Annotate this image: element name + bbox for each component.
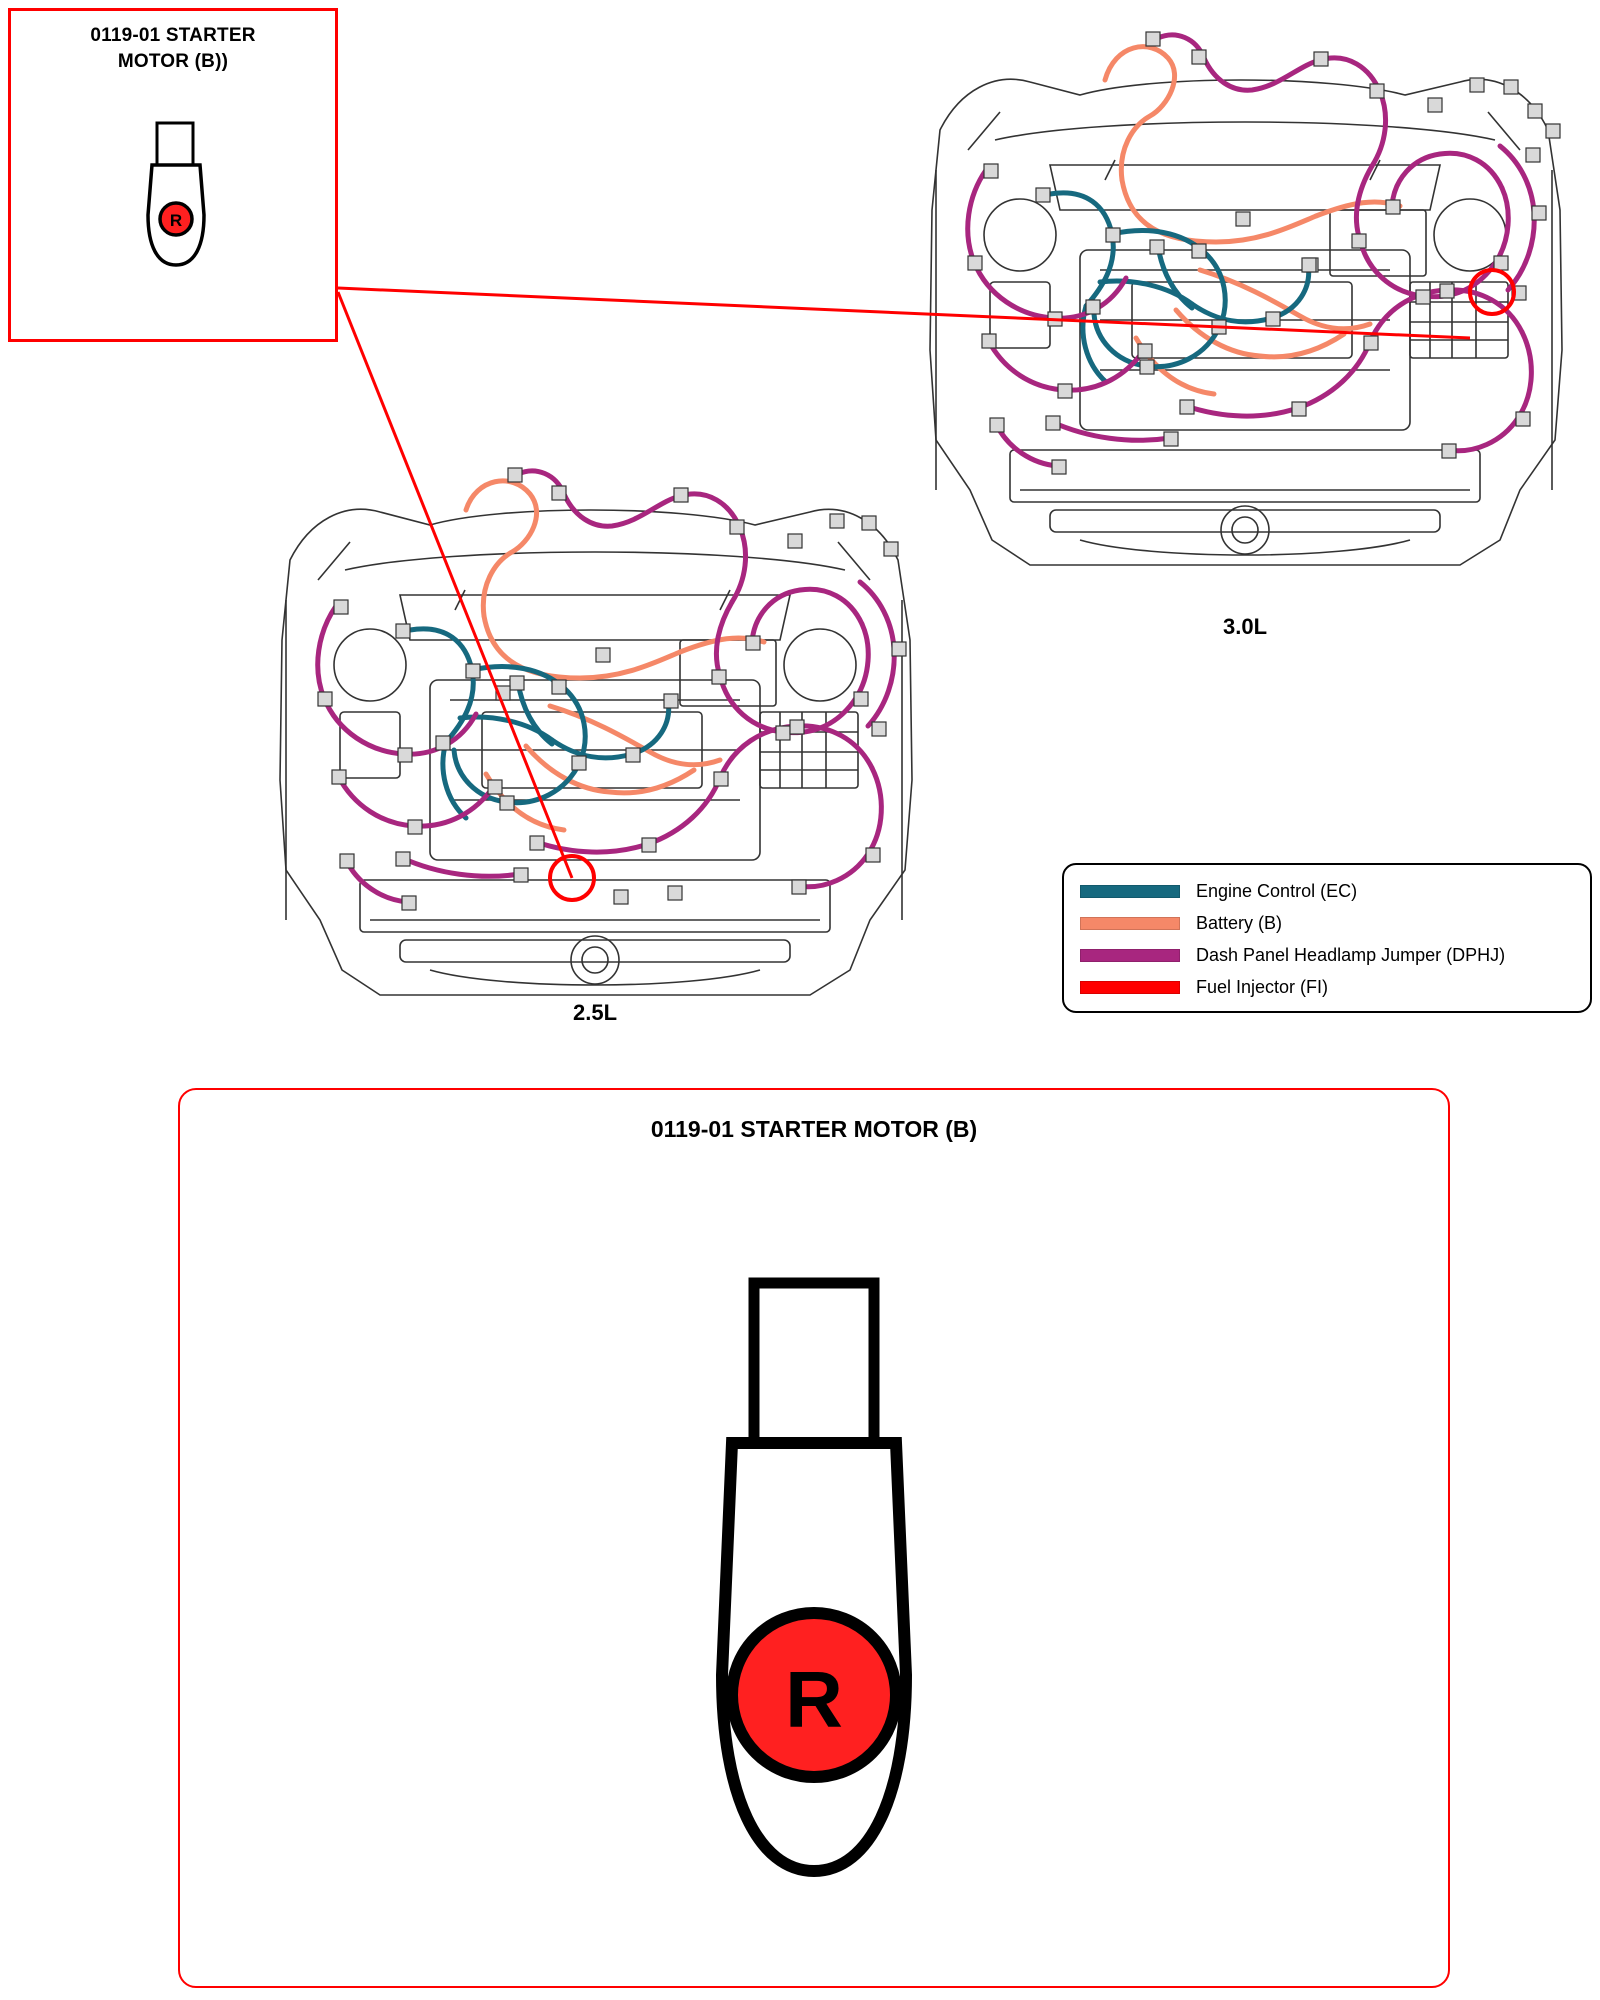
legend-label-engine-control: Engine Control (EC) bbox=[1196, 880, 1358, 901]
engine-bay-3-0l-svg bbox=[900, 20, 1590, 620]
legend-item-dphj bbox=[1064, 939, 1590, 971]
legend-label-fuel-injector: Fuel Injector (FI) bbox=[1196, 976, 1329, 997]
legend-swatch-fuel-injector bbox=[1080, 981, 1180, 994]
detail-connector-label: R bbox=[785, 1655, 843, 1744]
harness-legend bbox=[1062, 863, 1592, 1013]
legend-swatch-engine-control bbox=[1080, 885, 1180, 898]
legend-swatch-battery bbox=[1080, 917, 1180, 930]
starter-motor-callout bbox=[8, 8, 338, 342]
bay-label-3-0l: 3.0L bbox=[1222, 614, 1268, 639]
starter-motor-detail-panel bbox=[178, 1088, 1450, 1988]
legend-label-battery: Battery (B) bbox=[1196, 912, 1283, 933]
detail-panel-title: 0119-01 STARTER MOTOR (B) bbox=[650, 1116, 978, 1142]
engine-bay-diagram-3-0l bbox=[900, 20, 1590, 620]
legend-item-battery bbox=[1064, 907, 1590, 939]
legend-item-fuel-injector bbox=[1064, 971, 1590, 1003]
callout-title bbox=[11, 23, 335, 74]
starter-motor-target-2-5l bbox=[550, 856, 594, 900]
callout-title-line2: MOTOR (B)) bbox=[117, 50, 229, 72]
bay-label-2-5l: 2.5L bbox=[572, 1000, 618, 1025]
legend-item-engine-control bbox=[1064, 875, 1590, 907]
callout-connector-label: R bbox=[169, 211, 183, 230]
engine-bay-diagram-2-5l bbox=[250, 450, 940, 1050]
detail-connector-icon bbox=[684, 1275, 944, 1935]
engine-bay-2-5l-svg bbox=[250, 450, 940, 1050]
legend-swatch-dphj bbox=[1080, 949, 1180, 962]
callout-connector-icon bbox=[139, 119, 213, 279]
callout-title-line1: 0119-01 STARTER bbox=[90, 25, 256, 46]
legend-label-dphj: Dash Panel Headlamp Jumper (DPHJ) bbox=[1196, 944, 1506, 965]
